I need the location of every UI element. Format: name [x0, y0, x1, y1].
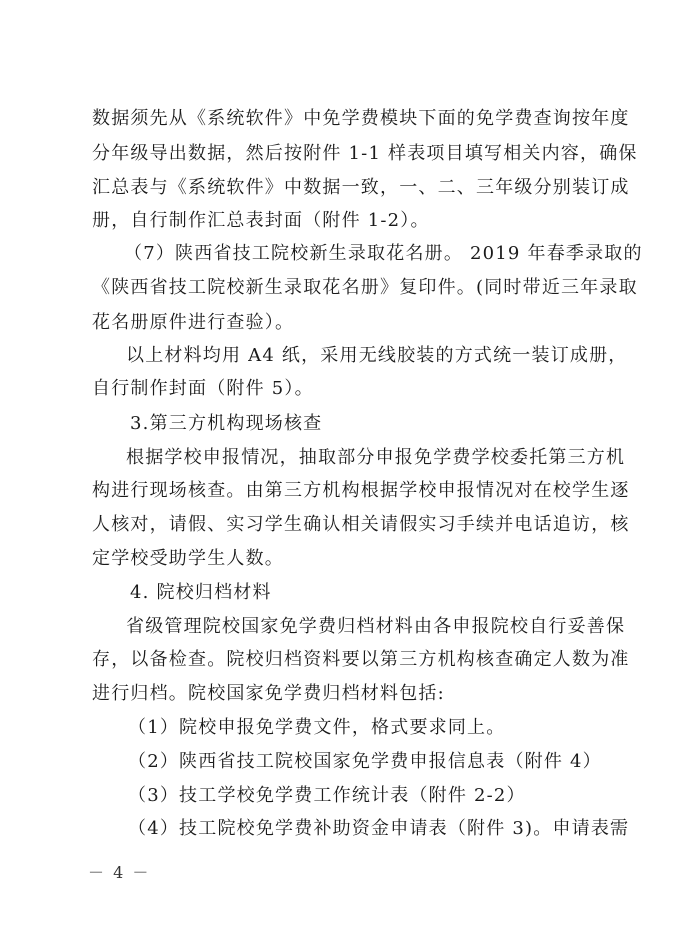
- body-line: 构进行现场核查。由第三方机构根据学校申报情况对在校学生逐: [92, 480, 630, 501]
- body-line: 《陕西省技工院校新生录取花名册》复印件。(同时带近三年录取: [92, 277, 638, 298]
- body-line: 人核对，请假、实习学生确认相关请假实习手续并电话追访，核: [92, 514, 630, 535]
- list-item: （1）院校申报免学费文件，格式要求同上。: [128, 717, 506, 738]
- body-line: 数据须先从《系统软件》中免学费模块下面的免学费查询按年度: [92, 108, 630, 129]
- list-item: （4）技工院校免学费补助资金申请表（附件 3)。申请表需: [128, 818, 630, 839]
- body-line: （7）陕西省技工院校新生录取花名册。 2019 年春季录取的: [124, 243, 643, 264]
- list-item: （2）陕西省技工院校国家免学费申报信息表（附件 4）: [128, 751, 602, 772]
- body-line: 根据学校申报情况，抽取部分申报免学费学校委托第三方机: [126, 447, 626, 468]
- body-line: 自行制作封面（附件 5）。: [92, 378, 314, 399]
- body-line: 省级管理院校国家免学费归档材料由各申报院校自行妥善保: [126, 616, 626, 637]
- body-line: 进行归档。院校国家免学费归档材料包括:: [92, 683, 445, 704]
- body-line: 以上材料均用 A4 纸，采用无线胶装的方式统一装订成册，: [126, 345, 628, 366]
- body-line: 定学校受助学生人数。: [92, 548, 284, 569]
- page-number: － 4 －: [88, 863, 151, 882]
- body-line: 存，以备检查。院校归档资料要以第三方机构核查确定人数为准: [92, 649, 630, 670]
- list-item: （3）技工学校免学费工作统计表（附件 2-2）: [128, 785, 526, 806]
- body-line: 册，自行制作汇总表封面（附件 1-2）。: [92, 210, 430, 231]
- body-line: 花名册原件进行查验）。: [92, 312, 295, 333]
- body-line: 汇总表与《系统软件》中数据一致，一、二、三年级分别装订成: [92, 177, 630, 198]
- body-line: 分年级导出数据，然后按附件 1-1 样表项目填写相关内容，确保: [92, 143, 638, 164]
- section-heading: 3.第三方机构现场核查: [130, 413, 323, 434]
- section-heading: 4. 院校归档材料: [130, 582, 272, 603]
